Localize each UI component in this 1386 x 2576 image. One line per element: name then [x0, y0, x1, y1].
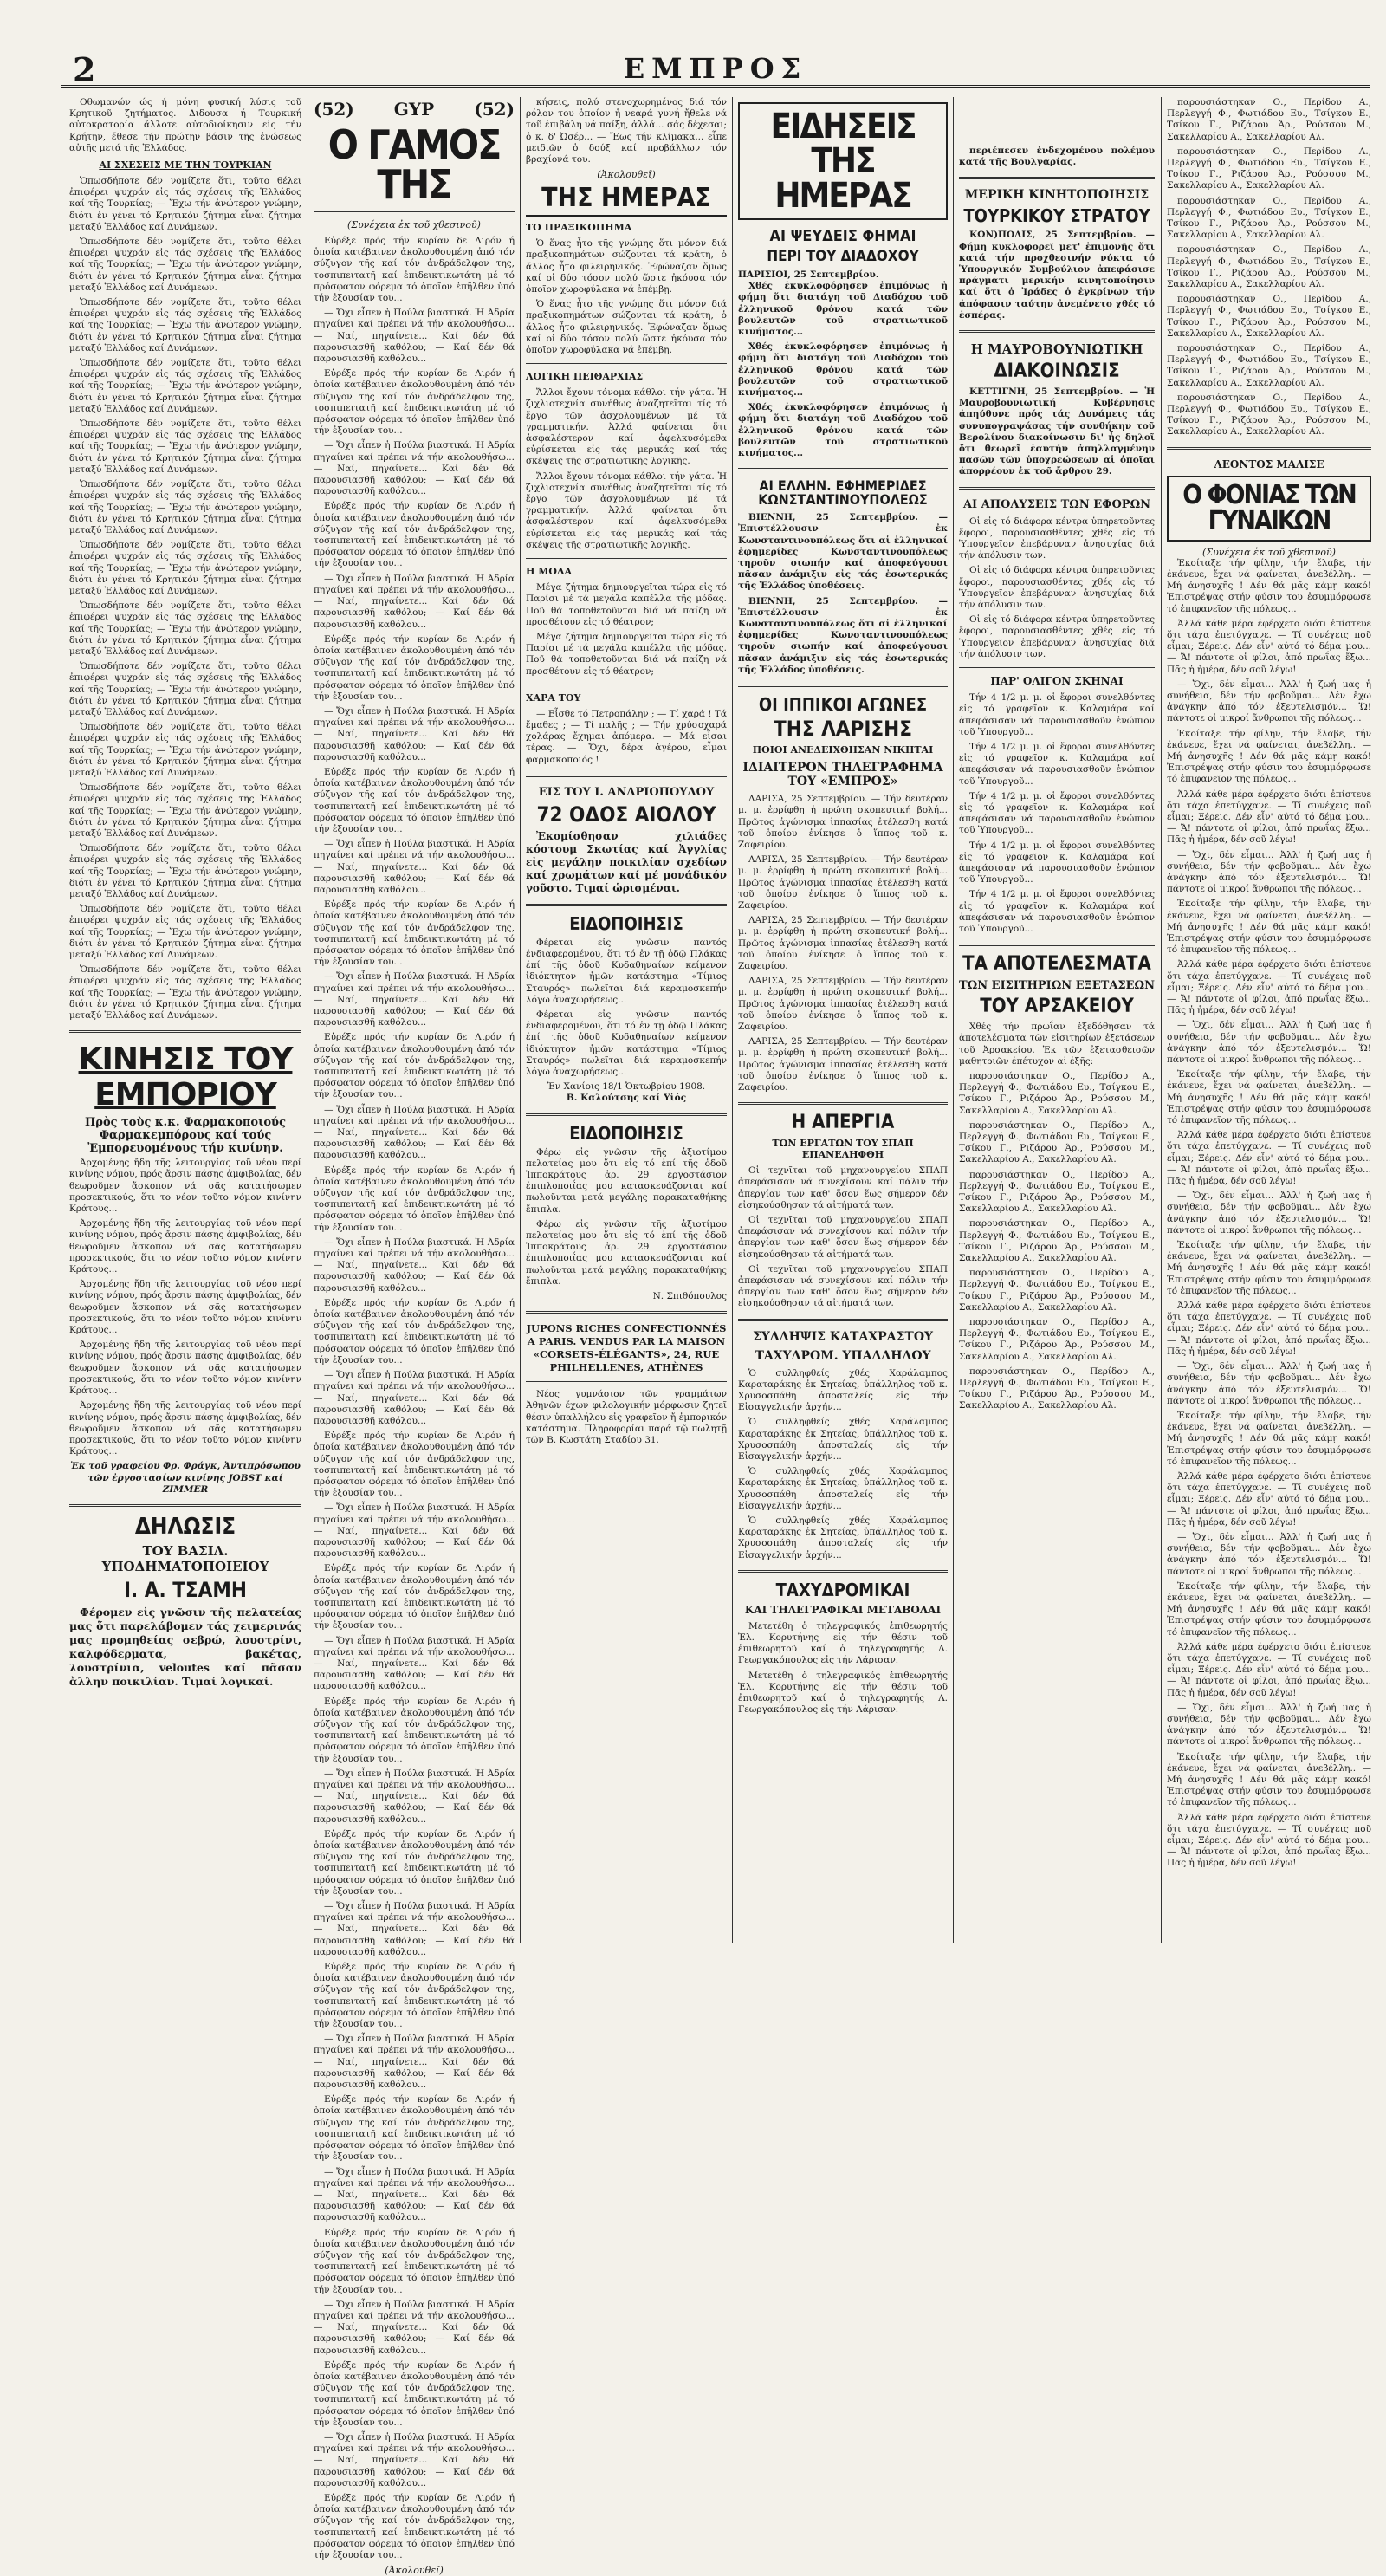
paragraph: Ἀλλά κάθε μέρα ἐφέρχετο διότι ἐπίστευε ὅτι τάχα ἐπετύγχανε. — Τί συνέχεις ποῦ εἶμαι; Ξέρεις. Δέν εἶν' αὐτό τό δέμα μου... — Ἄ! πάντοτε οἱ φίλοι, ἀπό πρωΐας ἔξω... Πᾶς ἡ ἡμέρα, δέν σοῦ λέγω!	[1167, 618, 1371, 675]
serial-end: (Ἀκολουθεῖ)	[597, 169, 656, 181]
dateline: ΠΑΡΙΣΙΟΙ, 25 Σεπτεμβρίου.	[738, 269, 879, 280]
column-6	[1167, 97, 1371, 1943]
paragraph: παρουσιάστηκαν Ο., Περίδου Α., Περλεγγή Φ., Φωτιάδου Ευ., Τσίγκου Ε., Τσίκου Γ., Ριζάρου Άρ., Ρούσσου Μ., Σακελλαρίου Α., Σακελλαρίου Αλ.	[959, 1169, 1155, 1215]
paragraph: — Ὄχι εἶπεν ἡ Πούλα βιαστικά. Ἡ Ἀδρία πηγαίνει καί πρέπει νά τήν ἀκολουθήσω... — Ναί, πηγαίνετε... Καί δέν θά παρουσιασθῆ καθόλου; — Καί δέν θά παρουσιασθῆ καθόλου...	[314, 1370, 515, 1426]
section-heading: Η ΑΠΕΡΓΙΑ	[791, 1112, 895, 1134]
section-subheading: ΤΑΧΥΔΡΟΜ. ΥΠΑΛΛΗΛΟΥ	[755, 1348, 931, 1363]
paragraph: Ὁπωσδήποτε δέν νομίζετε ὅτι, τοῦτο θέλει ἐπιφέρει ψυχράν εἰς τάς σχέσεις τῆς Ἑλλάδος καί τῆς Τουρκίας; — Ἔχω τήν ἀνώτερον γνώμην, διότι ἐν γένει τό Κρητικόν ζήτημα εἶναι ζήτημα μεταξύ Ἑλλάδος καί Δυνάμεων.	[69, 479, 301, 535]
divider	[526, 363, 727, 364]
serial-title: Ο ΦΟΝΙΑΣ ΤΩΝ ΓΥΝΑΙΚΩΝ	[1167, 476, 1371, 542]
article-text	[738, 512, 948, 676]
paragraph: Ἀρχομένης ἤδη τῆς λειτουργίας τοῦ νέου περί κινίνης νόμου, πρός ἄρσιν πάσης ἀμφιβολίας, δέν θεωροῦμεν ἄσκοπον νά σᾶς κατατήσωμεν προσεκτικούς, ὅτι το νέον τοῦτο νόμον κινίνην Κράτους...	[69, 1279, 301, 1336]
section-subheading: ΠΕΡΙ ΤΟΥ ΔΙΑΔΟΧΟΥ	[767, 248, 919, 265]
section-heading: ΣΥΛΛΗΨΙΣ ΚΑΤΑΧΡΑΣΤΟΥ	[752, 1329, 934, 1344]
paragraph: Ὁ συλληφθείς χθές Χαράλαμπος Καραταράκης ἐκ Σητείας, ὑπάλληλος τοῦ κ. Χρυσοσπάθη ἀποσταλείς εἰς τήν Εἰσαγγελικήν ἀρχήν...	[738, 1515, 948, 1561]
section-subheading: ΚΑΙ ΤΗΛΕΓΡΑΦΙΚΑΙ ΜΕΤΑΒΟΛΑΙ	[744, 1603, 942, 1616]
section-heading: ΑΙ ΨΕΥΔΕΙΣ ΦΗΜΑΙ	[769, 227, 916, 245]
paragraph: Ἐκοίταξε τήν φίλην, τήν ἔλαβε, τήν ἐκάνευε, ἔχει νά φαίνεται, ἀνεβέλλη.. — Μή ἀνησυχῆς ! Δέν θά μᾶς κάμῃ κακό! Ἐπιστρέψας στήν φύσιν του ἐσυμμόρφωσε τό ἐπιφανεῖον τῆς πόλεως...	[1167, 1580, 1371, 1638]
paragraph: — Ὄχι εἶπεν ἡ Πούλα βιαστικά. Ἡ Ἀδρία πηγαίνει καί πρέπει νά τήν ἀκολουθήσω... — Ναί, πηγαίνετε... Καί δέν θά παρουσιασθῆ καθόλου; — Καί δέν θά παρουσιασθῆ καθόλου...	[314, 440, 515, 497]
serial-continuation: (Συνέχεια ἐκ τοῦ χθεσινοῦ)	[347, 219, 481, 230]
paragraph: Ἐκοίταξε τήν φίλην, τήν ἔλαβε, τήν ἐκάνευε, ἔχει νά φαίνεται, ἀνεβέλλη.. — Μή ἀνησυχῆς ! Δέν θά μᾶς κάμῃ κακό! Ἐπιστρέψας στήν φύσιν του ἐσυμμόρφωσε τό ἐπιφανεῖον τῆς πόλεως...	[1167, 1410, 1371, 1467]
classified-text	[526, 1389, 727, 1446]
paragraph: — Ὄχι εἶπεν ἡ Πούλα βιαστικά. Ἡ Ἀδρία πηγαίνει καί πρέπει νά τήν ἀκολουθήσω... — Ναί, πηγαίνετε... Καί δέν θά παρουσιασθῆ καθόλου; — Καί δέν θά παρουσιασθῆ καθόλου...	[314, 705, 515, 762]
column-4	[738, 97, 948, 1943]
paragraph: Ἐκοίταξε τήν φίλην, τήν ἔλαβε, τήν ἐκάνευε, ἔχει νά φαίνεται, ἀνεβέλλη.. — Μή ἀνησυχῆς ! Δέν θά μᾶς κάμῃ κακό! Ἐπιστρέψας στήν φύσιν του ἐσυμμόρφωσε τό ἐπιφανεῖον τῆς πόλεως...	[1167, 1240, 1371, 1296]
paragraph: — Ὄχι, δέν εἶμαι... Ἀλλ' ἡ ζωή μας ἡ συνήθεια, δέν τήν φοβοῦμαι... Δέν ἔχω ἀνάγκην ἀπό τόν ἐξευτελισμόν... Ὥ! πάντοτε οἱ μικροί ἄνθρωποι τῆς πόλεως...	[1167, 849, 1371, 895]
article-text	[959, 146, 1155, 168]
paragraph: παρουσιάστηκαν Ο., Περίδου Α., Περλεγγή Φ., Φωτιάδου Ευ., Τσίγκου Ε., Τσίκου Γ., Ριζάρου Άρ., Ρούσσου Μ., Σακελλαρίου Α., Σακελλαρίου Αλ.	[959, 1218, 1155, 1264]
paragraph: Ὁπωσδήποτε δέν νομίζετε ὅτι, τοῦτο θέλει ἐπιφέρει ψυχράν εἰς τάς σχέσεις τῆς Ἑλλάδος καί τῆς Τουρκίας; — Ἔχω τήν ἀνώτερον γνώμην, διότι ἐν γένει τό Κρητικόν ζήτημα εἶναι ζήτημα μεταξύ Ἑλλάδος καί Δυνάμεων.	[69, 419, 301, 475]
paragraph: Ὁπωσδήποτε δέν νομίζετε ὅτι, τοῦτο θέλει ἐπιφέρει ψυχράν εἰς τάς σχέσεις τῆς Ἑλλάδος καί τῆς Τουρκίας; — Ἔχω τήν ἀνώτερον γνώμην, διότι ἐν γένει τό Κρητικόν ζήτημα εἶναι ζήτημα μεταξύ Ἑλλάδος καί Δυνάμεων.	[69, 964, 301, 1022]
paragraph: — Ὄχι εἶπεν ἡ Πούλα βιαστικά. Ἡ Ἀδρία πηγαίνει καί πρέπει νά τήν ἀκολουθήσω... — Ναί, πηγαίνετε... Καί δέν θά παρουσιασθῆ καθόλου; — Καί δέν θά παρουσιασθῆ καθόλου...	[314, 839, 515, 895]
section-subheading: ΤΟΥ ΑΡΣΑΚΕΙΟΥ	[980, 996, 1134, 1018]
paragraph: Εὑρέξε πρός τήν κυρίαν δε Λιρόν ή ὁποία κατέβαινεν ἀκολουθουμένη ἀπό τόν σύζυγον τῆς καί τόν ἀνδράδελφον της, τοσπιπειτατῆ καί ἐπιδεικτικωτάτη μέ τό πρόσφατον φόρεμα τό ὁποῖον ἐπῆλθεν ὑπό τήν ἐξουσίαν του...	[314, 899, 515, 968]
serial-text	[1167, 558, 1371, 1870]
article-text	[959, 230, 1155, 321]
divider	[959, 667, 1155, 668]
section-subheading: ΔΙΑΚΟΙΝΩΣΙΣ	[994, 360, 1120, 383]
notice-signature: Ν. Σπιθόπουλος	[652, 1291, 727, 1302]
serial-continuation: (Συνέχεια ἐκ τοῦ χθεσινοῦ)	[1202, 546, 1336, 558]
paragraph: παρουσιάστηκαν Ο., Περίδου Α., Περλεγγή Φ., Φωτιάδου Ευ., Τσίγκου Ε., Τσίκου Γ., Ριζάρου Άρ., Ρούσσου Μ., Σακελλαρίου Α., Σακελλαρίου Αλ.	[1167, 195, 1371, 241]
paragraph: Φέρω εἰς γνῶσιν τῆς ἀξιοτίμου πελατείας μου ὅτι εἰς τό ἐπί τῆς ὁδοῦ Ἱπποκράτους ἀρ. 29 ἐργοστάσιον ἐπιπλοποιΐας μου κατασκευάζονται καί πωλοῦνται μετά μεγάλης παρακαταθήκης ἔπιπλα.	[526, 1146, 727, 1215]
section-heading: ΤΑ ΑΠΟΤΕΛΕΣΜΑΤΑ	[962, 953, 1151, 976]
item-heading: Η ΜΟΔΑ	[526, 566, 573, 578]
paragraph: Οἱ εἰς τό διάφορα κέντρα ὑπηρετοῦντες ἔφοροι, παρουσιασθέντες χθές εἰς τό Ὑπουργεῖον ἐπεβάρυναν ἀνησυχίας διά τήν ἀπόλυσιν των.	[959, 614, 1155, 659]
paragraph: — Ὄχι, δέν εἶμαι... Ἀλλ' ἡ ζωή μας ἡ συνήθεια, δέν τήν φοβοῦμαι... Δέν ἔχω ἀνάγκην ἀπό τόν ἐξευτελισμόν... Ὥ! πάντοτε οἱ μικροί ἄνθρωποι τῆς πόλεως...	[1167, 1361, 1371, 1406]
paragraph: κήσεις, πολύ στενοχωρημένος διά τόν ρόλον του ὁποίον ἡ νεαρά γυνή ἤθελε νά τοῦ ἐπιβάλη νά παίξη, ἀλλά... σάς δέχεσαι; ὁ κ. δ' Ὠσέρ... — Ἕως τήν κλίμακα... εἶπε μειδιῶν ὁ δούξ καί προβάλλων τόν βραχίονά του.	[526, 97, 727, 165]
article-text	[1167, 97, 1371, 438]
paragraph: Ἀρχομένης ἤδη τῆς λειτουργίας τοῦ νέου περί κινίνης νόμου, πρός ἄρσιν πάσης ἀμφιβολίας, δέν θεωροῦμεν ἄσκοπον νά σᾶς κατατήσωμεν προσεκτικούς, ὅτι το νέον τοῦτο νόμον κινίνην Κράτους...	[69, 1400, 301, 1457]
ad-signature: Ἐκ τοῦ γραφείου Φρ. Φράγκ, Ἀντιπρόσωπου τῶν ἐργοστασίων κινίνης JOBST καί ZIMMER	[70, 1461, 301, 1495]
section-subheading: ΤΟΥΡΚΙΚΟΥ ΣΤΡΑΤΟΥ	[963, 205, 1150, 227]
paragraph: Μετετέθη ὁ τηλεγραφικός ἐπιθεωρητής Ἐλ. Κορυτήνης εἰς τήν θέσιν τοῦ ἐπιθεωρητοῦ καί ὁ τηλεγραφητής Λ. Γεωργακόπουλος εἰς τήν Λάρισαν.	[738, 1620, 948, 1666]
serial-number: (52)	[314, 99, 354, 120]
paragraph: Ὁπωσδήποτε δέν νομίζετε ὅτι, τοῦτο θέλει ἐπιφέρει ψυχράν εἰς τάς σχέσεις τῆς Ἑλλάδος καί τῆς Τουρκίας; — Ἔχω τήν ἀνώτερον γνώμην, διότι ἐν γένει τό Κρητικόν ζήτημα εἶναι ζήτημα μεταξύ Ἑλλάδος καί Δυνάμεων.	[69, 358, 301, 414]
paragraph: Τήν 4 1/2 μ. μ. οἱ ἔφοροι συνελθόντες εἰς τό γραφεῖον κ. Καλαμάρα καί ἀπεφάσισαν νά παρουσιασθοῦν ἐνώπιον τοῦ Ὑπουργοῦ...	[959, 692, 1155, 737]
paragraph: Οἱ εἰς τό διάφορα κέντρα ὑπηρετοῦντες ἔφοροι, παρουσιασθέντες χθές εἰς τό Ὑπουργεῖον ἐπεβάρυναν ἀνησυχίας διά τήν ἀπόλυσιν των.	[959, 516, 1155, 561]
divider	[69, 1030, 301, 1033]
paragraph: Εὑρέξε πρός τήν κυρίαν δε Λιρόν ή ὁποία κατέβαινεν ἀκολουθουμένη ἀπό τόν σύζυγον τῆς καί τόν ἀνδράδελφον της, τοσπιπειτατῆ καί ἐπιδεικτικωτάτη μέ τό πρόσφατον φόρεμα τό ὁποῖον ἐπῆλθεν ὑπό τήν ἐξουσίαν του...	[314, 2094, 515, 2163]
section-subheading: ΤΩΝ ΕΙΣΙΤΗΡΙΩΝ ΕΞΕΤΑΣΕΩΝ	[959, 979, 1155, 993]
section-subheading: ΤΗΣ ΛΑΡΙΣΗΣ	[774, 717, 912, 742]
paragraph: ΚΕΤΤΙΓΝΗ, 25 Σεπτεμβρίου. — Ἡ Μαυροβουνιωτική Κυβέρνησις ἀπηύθυνε πρός τάς Δυνάμεις τάς συνυπογραψάσας τήν συνθήκην τοῦ Βερολίνου διακοίνωσιν δι' ἧς δηλοῖ ὅτι θεωρεῖ ἑαυτήν ἀπηλλαγμένην πασῶν τῶν ὑποχρεώσεων αἱ ὁποῖαι ἀπορρέουν ἐκ τοῦ ἄρθρου 29.	[959, 386, 1155, 477]
paragraph: — Ὄχι εἶπεν ἡ Πούλα βιαστικά. Ἡ Ἀδρία πηγαίνει καί πρέπει νά τήν ἀκολουθήσω... — Ναί, πηγαίνετε... Καί δέν θά παρουσιασθῆ καθόλου; — Καί δέν θά παρουσιασθῆ καθόλου...	[314, 308, 515, 365]
paragraph: Εὑρέξε πρός τήν κυρίαν δε Λιρόν ή ὁποία κατέβαινεν ἀκολουθουμένη ἀπό τόν σύζυγον τῆς καί τόν ἀνδράδελφον της, τοσπιπειτατῆ καί ἐπιδεικτικωτάτη μέ τό πρόσφατον φόρεμα τό ὁποῖον ἐπῆλθεν ὑπό τήν ἐξουσίαν του...	[314, 1962, 515, 2030]
paragraph: — Ὄχι εἶπεν ἡ Πούλα βιαστικά. Ἡ Ἀδρία πηγαίνει καί πρέπει νά τήν ἀκολουθήσω... — Ναί, πηγαίνετε... Καί δέν θά παρουσιασθῆ καθόλου; — Καί δέν θά παρουσιασθῆ καθόλου...	[314, 971, 515, 1028]
paragraph: Ὁ συλληφθείς χθές Χαράλαμπος Καραταράκης ἐκ Σητείας, ὑπάλληλος τοῦ κ. Χρυσοσπάθη ἀποσταλείς εἰς τήν Εἰσαγγελικήν ἀρχήν...	[738, 1367, 948, 1413]
article-text	[959, 692, 1155, 935]
paragraph: — Εἶσθε τό Πετροπάλην ; — Τί χαρά ! Τά ἔμαθες ; — Τί παλῆς ; — Τήν χρύσοχαρά χολάρας ἔχημαι ἀπόμερα. — Μά εἶσαι τέρας. — Ὄχι, δέρα ἀγέρου, εἶμαι φαρμακοποιός !	[526, 708, 727, 765]
ad-heading: ΕΙΣ ΤΟΥ Ι. ΑΝΔΡΙΟΠΟΥΛΟΥ	[538, 785, 715, 799]
column-5	[959, 97, 1155, 1943]
paragraph: — Ὄχι, δέν εἶμαι... Ἀλλ' ἡ ζωή μας ἡ συνήθεια, δέν τήν φοβοῦμαι... Δέν ἔχω ἀνάγκην ἀπό τόν ἐξευτελισμόν... Ὥ! πάντοτε οἱ μικροί ἄνθρωποι τῆς πόλεως...	[1167, 1020, 1371, 1066]
column-3	[526, 97, 727, 1943]
paragraph: — Ὄχι, δέν εἶμαι... Ἀλλ' ἡ ζωή μας ἡ συνήθεια, δέν τήν φοβοῦμαι... Δέν ἔχω ἀνάγκην ἀπό τόν ἐξευτελισμόν... Ὥ! πάντοτε οἱ μικροί ἄνθρωποι τῆς πόλεως...	[1167, 678, 1371, 724]
paragraph: παρουσιάστηκαν Ο., Περίδου Α., Περλεγγή Φ., Φωτιάδου Ευ., Τσίγκου Ε., Τσίκου Γ., Ριζάρου Άρ., Ρούσσου Μ., Σακελλαρίου Α., Σακελλαρίου Αλ.	[1167, 343, 1371, 388]
paragraph: — Ὄχι εἶπεν ἡ Πούλα βιαστικά. Ἡ Ἀδρία πηγαίνει καί πρέπει νά τήν ἀκολουθήσω... — Ναί, πηγαίνετε... Καί δέν θά παρουσιασθῆ καθόλου; — Καί δέν θά παρουσιασθῆ καθόλου...	[314, 1901, 515, 1957]
paragraph: Ὁπωσδήποτε δέν νομίζετε ὅτι, τοῦτο θέλει ἐπιφέρει ψυχράν εἰς τάς σχέσεις τῆς Ἑλλάδος καί τῆς Τουρκίας; — Ἔχω τήν ἀνώτερον γνώμην, διότι ἐν γένει τό Κρητικόν ζήτημα εἶναι ζήτημα μεταξύ Ἑλλάδος καί Δυνάμεων.	[69, 843, 301, 899]
section-heading: ΤΑΧΥΔΡΟΜΙΚΑΙ	[775, 1579, 910, 1600]
newspaper-title: ΕΜΠΡΟΣ	[623, 52, 808, 85]
paragraph: Ὁπωσδήποτε δέν νομίζετε ὅτι, τοῦτο θέλει ἐπιφέρει ψυχράν εἰς τάς σχέσεις τῆς Ἑλλάδος καί τῆς Τουρκίας; — Ἔχω τήν ἀνώτερον γνώμην, διότι ἐν γένει τό Κρητικόν ζήτημα εἶναι ζήτημα μεταξύ Ἑλλάδος καί Δυνάμεων.	[69, 237, 301, 293]
divider	[526, 904, 727, 906]
paragraph: Οἱ τεχνῖται τοῦ μηχανουργείου ΣΠΑΠ ἀπεφάσισαν νά συνεχίσουν καί πάλιν τήν ἀπεργίαν των καθ' ὅσον ἕως σήμερον δέν εἰσηκούσθησαν τά αἰτήματά των.	[738, 1214, 948, 1260]
paragraph: παρουσιάστηκαν Ο., Περίδου Α., Περλεγγή Φ., Φωτιάδου Ευ., Τσίγκου Ε., Τσίκου Γ., Ριζάρου Άρ., Ρούσσου Μ., Σακελλαρίου Α., Σακελλαρίου Αλ.	[959, 1268, 1155, 1313]
paragraph: Χθές τήν πρωΐαν ἐξεδόθησαν τά ἀποτελέσματα τῶν εἰσιτηρίων ἐξετάσεων τοῦ Ἀρσακείου. Ἐκ τῶν ἐξετασθεισῶν μαθητριῶν ἐπέτυχον αἱ ἑξῆς:	[959, 1022, 1155, 1067]
paragraph: Ἐκοίταξε τήν φίλην, τήν ἔλαβε, τήν ἐκάνευε, ἔχει νά φαίνεται, ἀνεβέλλη.. — Μή ἀνησυχῆς ! Δέν θά μᾶς κάμῃ κακό! Ἐπιστρέψας στήν φύσιν του ἐσυμμόρφωσε τό ἐπιφανεῖον τῆς πόλεως...	[1167, 1069, 1371, 1126]
paragraph: Εὑρέξε πρός τήν κυρίαν δε Λιρόν ή ὁποία κατέβαινεν ἀκολουθουμένη ἀπό τόν σύζυγον τῆς καί τόν ἀνδράδελφον της, τοσπιπειτατῆ καί ἐπιδεικτικωτάτη μέ τό πρόσφατον φόρεμα τό ὁποῖον ἐπῆλθεν ὑπό τήν ἐξουσίαν του...	[314, 1431, 515, 1499]
notice-heading: ΕΙΔΟΠΟΙΗΣΙΣ	[569, 912, 683, 934]
paragraph: Ἄλλοι ἔχουν τόνομα κάθλοι τήν γάτα. Ἡ ζιχλιοτεχνία συνήθως ἀναζητεῖται τίς τό ἔργο τῶν ἀσχολουμένων μέ τά γραμματικήν. Ἀλλά φαίνεται ὅτι ἀσφαλέστερον καί ἀφελκυσόμεθα εὑρίσκεται εἰς τάς μερικάς καί τάς σκέψεις τῆς στρατιωτικῆς λογικῆς.	[526, 470, 727, 550]
ad-text	[526, 830, 727, 895]
notice-heading: ΔΗΛΩΣΙΣ	[134, 1513, 236, 1540]
divider	[526, 1381, 727, 1382]
column-1	[69, 97, 301, 1943]
serial-header	[314, 99, 515, 120]
section-subheading: ΙΔΙΑΙΤΕΡΟΝ ΤΗΛΕΓΡΑΦΗΜΑ ΤΟΥ «ΕΜΠΡΟΣ»	[742, 761, 943, 789]
paragraph: Φέρεται εἰς γνῶσιν παντός ἐνδιαφερομένου, ὅτι τό ἐν τῇ ὁδῷ Πλάκας ἐπί τῆς ὁδοῦ Κυδαθηναίων κείμενον ἰδιόκτητον ἡμῶν κατάστημα «Τίμιος Σταυρός» πωλεῖται διά κεραμοσκεπήν λόγω ἀναχωρήσεως...	[526, 1009, 727, 1077]
item-heading: ΧΑΡΑ ΤΟΥ	[526, 691, 581, 704]
paragraph: Ἀρχομένης ἤδη τῆς λειτουργίας τοῦ νέου περί κινίνης νόμου, πρός ἄρσιν πάσης ἀμφιβολίας, δέν θεωροῦμεν ἄσκοπον νά σᾶς κατατήσωμεν προσεκτικούς, ὅτι το νέον τοῦτο νόμον κινίνην Κράτους...	[69, 1218, 301, 1275]
paragraph: — Ὄχι εἶπεν ἡ Πούλα βιαστικά. Ἡ Ἀδρία πηγαίνει καί πρέπει νά τήν ἀκολουθήσω... — Ναί, πηγαίνετε... Καί δέν θά παρουσιασθῆ καθόλου; — Καί δέν θά παρουσιασθῆ καθόλου...	[314, 2431, 515, 2488]
divider	[738, 1570, 948, 1573]
article-text	[738, 794, 948, 1093]
paragraph: παρουσιάστηκαν Ο., Περίδου Α., Περλεγγή Φ., Φωτιάδου Ευ., Τσίγκου Ε., Τσίκου Γ., Ριζάρου Άρ., Ρούσσου Μ., Σακελλαρίου Α., Σακελλαρίου Αλ.	[1167, 97, 1371, 142]
paragraph: Εὑρέξε πρός τήν κυρίαν δε Λιρόν ή ὁποία κατέβαινεν ἀκολουθουμένη ἀπό τόν σύζυγον τῆς καί τόν ἀνδράδελφον της, τοσπιπειτατῆ καί ἐπιδεικτικωτάτη μέ τό πρόσφατον φόρεμα τό ὁποῖον ἐπῆλθεν ὑπό τήν ἐξουσίαν του...	[314, 1165, 515, 1233]
paragraph: Χθές ἐκυκλοφόρησεν ἐπιμόνως ἡ φήμη ὅτι διατάγη τοῦ Διαδόχου τοῦ ἑλληνικοῦ θρόνου κατά τῶν βουλευτῶν τοῦ στρατιωτικοῦ κινήματος...	[738, 341, 948, 399]
article-text	[959, 386, 1155, 478]
paragraph: Εὑρέξε πρός τήν κυρίαν δε Λιρόν ή ὁποία κατέβαινεν ἀκολουθουμένη ἀπό τόν σύζυγον τῆς καί τόν ἀνδράδελφον της, τοσπιπειτατῆ καί ἐπιδεικτικωτάτη μέ τό πρόσφατον φόρεμα τό ὁποῖον ἐπῆλθεν ὑπό τήν ἐξουσίαν του...	[314, 1828, 515, 1897]
article-text	[959, 516, 1155, 660]
article-text	[959, 1022, 1155, 1412]
page-number: 2	[73, 50, 96, 89]
paragraph: Ὁ ἕνας ἦτο τῆς γνώμης ὅτι μόνον διά πραξικοπημάτων σώζονται τά κράτη, ὁ ἄλλος ἦτο φιλειρηνικός. Ἐφώναζαν ὅμως καί οἱ δύο τόσον πολύ ὥστε ἠκόυσα τόν ὁποῖον χωροφύλακα νά ἐπέμβῃ.	[526, 299, 727, 356]
paragraph: — Ὄχι εἶπεν ἡ Πούλα βιαστικά. Ἡ Ἀδρία πηγαίνει καί πρέπει νά τήν ἀκολουθήσω... — Ναί, πηγαίνετε... Καί δέν θά παρουσιασθῆ καθόλου; — Καί δέν θά παρουσιασθῆ καθόλου...	[314, 1236, 515, 1294]
paragraph: ΛΑΡΙΣΑ, 25 Σεπτεμβρίου. — Τήν δευτέραν μ. μ. ἐρρίφθη ἡ πρώτη σκοπευτική βολή... Πρῶτος ἀγώνισμα ἱππασίας ἐτέλεσθη κατά τοῦ ὁποίου ἐνίκησε ὁ ἵππος τοῦ κ. Ζαφειρίου.	[738, 915, 948, 971]
ad-subheading: Πρὸς τοὺς κ.κ. Φαρμακοποιούς Φαρμακεμπόρους καί τούς Ἐμπορευομένους τήν κινίνην.	[85, 1116, 286, 1156]
paragraph: Ὁ συλληφθείς χθές Χαράλαμπος Καραταράκης ἐκ Σητείας, ὑπάλληλος τοῦ κ. Χρυσοσπάθη ἀποσταλείς εἰς τήν Εἰσαγγελικήν ἀρχήν...	[738, 1417, 948, 1463]
article-text	[738, 281, 948, 459]
item-text	[526, 238, 727, 356]
notice-text	[526, 938, 727, 1078]
divider	[738, 1319, 948, 1321]
serial-title: Ο ΓΑΜΟΣ ΤΗΣ	[327, 121, 501, 208]
paragraph: Εὑρέξε πρός τήν κυρίαν δε Λιρόν ή ὁποία κατέβαινεν ἀκολουθουμένη ἀπό τόν σύζυγον τῆς καί τόν ἀνδράδελφον της, τοσπιπειτατῆ καί ἐπιδεικτικωτάτη μέ τό πρόσφατον φόρεμα τό ὁποῖον ἐπῆλθεν ὑπό τήν ἐξουσίαν του...	[314, 368, 515, 437]
article-text	[738, 1621, 948, 1716]
column-divider	[732, 97, 733, 1943]
paragraph: — Ὄχι εἶπεν ἡ Πούλα βιαστικά. Ἡ Ἀδρία πηγαίνει καί πρέπει νά τήν ἀκολουθήσω... — Ναί, πηγαίνετε... Καί δέν θά παρουσιασθῆ καθόλου; — Καί δέν θά παρουσιασθῆ καθόλου...	[314, 2299, 515, 2356]
notice-text	[526, 1147, 727, 1288]
paragraph: παρουσιάστηκαν Ο., Περίδου Α., Περλεγγή Φ., Φωτιάδου Ευ., Τσίγκου Ε., Τσίκου Γ., Ριζάρου Άρ., Ρούσσου Μ., Σακελλαρίου Α., Σακελλαρίου Αλ.	[1167, 244, 1371, 290]
article-text	[738, 1165, 948, 1309]
paragraph: παρουσιάστηκαν Ο., Περίδου Α., Περλεγγή Φ., Φωτιάδου Ευ., Τσίγκου Ε., Τσίκου Γ., Ριζάρου Άρ., Ρούσσου Μ., Σακελλαρίου Α., Σακελλαρίου Αλ.	[959, 1119, 1155, 1165]
section-heading: Η ΜΑΥΡΟΒΟΥΝΙΩΤΙΚΗ	[970, 341, 1143, 358]
section-heading: ΠΑΡ' ΟΛΙΓΟΝ ΣΚΗΝΑΙ	[990, 675, 1124, 688]
paragraph: — Ὄχι, δέν εἶμαι... Ἀλλ' ἡ ζωή μας ἡ συνήθεια, δέν τήν φοβοῦμαι... Δέν ἔχω ἀνάγκην ἀπό τόν ἐξευτελισμόν... Ὥ! πάντοτε οἱ μικροί ἄνθρωποι τῆς πόλεως...	[1167, 1191, 1371, 1236]
divider	[526, 558, 727, 559]
paragraph: παρουσιάστηκαν Ο., Περίδου Α., Περλεγγή Φ., Φωτιάδου Ευ., Τσίγκου Ε., Τσίκου Γ., Ριζάρου Άρ., Ρούσσου Μ., Σακελλαρίου Α., Σακελλαρίου Αλ.	[1167, 294, 1371, 339]
ad-heading: ΚΙΝΗΣΙΣ ΤΟΥ ΕΜΠΟΡΙΟΥ	[78, 1041, 293, 1113]
divider	[738, 468, 948, 470]
column-2	[314, 97, 515, 2576]
paragraph: Εὑρέξε πρός τήν κυρίαν δε Λιρόν ή ὁποία κατέβαινεν ἀκολουθουμένη ἀπό τόν σύζυγον τῆς καί τόν ἀνδράδελφον της, τοσπιπειτατῆ καί ἐπιδεικτικωτάτη μέ τό πρόσφατον φόρεμα τό ὁποῖον ἐπῆλθεν ὑπό τήν ἐξουσίαν του...	[314, 236, 515, 304]
section-heading: ΜΕΡΙΚΗ ΚΙΝΗΤΟΠΟΙΗΣΙΣ	[964, 188, 1150, 203]
paragraph: Νέος γυμνάσιον τῶν γραμμάτων Ἀθηνῶν ἔχων φιλολογικήν μόρφωσιν ζητεῖ θέσιν ὑπαλλήλου εἰς γραφεῖον ἤ ἐμπορικόν κατάστημα. Πληροφορίαι παρά τῷ πωλητῇ τῶν Β. Κωστάτη Σταδίου 31.	[526, 1389, 727, 1446]
paragraph: Ἀρχομένης ἤδη τῆς λειτουργίας τοῦ νέου περί κινίνης νόμου, πρός ἄρσιν πάσης ἀμφιβολίας, δέν θεωροῦμεν ἄσκοπον νά σᾶς κατατήσωμεν προσεκτικούς, ὅτι το νέον τοῦτο νόμον κινίνην Κράτους...	[69, 1340, 301, 1397]
paragraph: — Ὄχι εἶπεν ἡ Πούλα βιαστικά. Ἡ Ἀδρία πηγαίνει καί πρέπει νά τήν ἀκολουθήσω... — Ναί, πηγαίνετε... Καί δέν θά παρουσιασθῆ καθόλου; — Καί δέν θά παρουσιασθῆ καθόλου...	[314, 1502, 515, 1560]
masthead	[61, 50, 1370, 88]
ad-text	[69, 1158, 301, 1457]
divider	[526, 1113, 727, 1116]
paragraph: Ἐκοίταξε τήν φίλην, τήν ἔλαβε, τήν ἐκάνευε, ἔχει νά φαίνεται, ἀνεβέλλη.. — Μή ἀνησυχῆς ! Δέν θά μᾶς κάμῃ κακό! Ἐπιστρέψας στήν φύσιν του ἐσυμμόρφωσε τό ἐπιφανεῖον τῆς πόλεως...	[1167, 728, 1371, 785]
paragraph: Ἀρχομένης ἤδη τῆς λειτουργίας τοῦ νέου περί κινίνης νόμου, πρός ἄρσιν πάσης ἀμφιβολίας, δέν θεωροῦμεν ἄσκοπον νά σᾶς κατατήσωμεν προσεκτικούς, ὅτι το νέον τοῦτο νόμον κινίνην Κράτους...	[69, 1158, 301, 1215]
divider	[314, 211, 515, 212]
article-text	[69, 97, 301, 154]
item-text	[526, 582, 727, 678]
divider	[959, 177, 1155, 179]
paragraph: Οἱ τεχνῖται τοῦ μηχανουργείου ΣΠΑΠ ἀπεφάσισαν νά συνεχίσουν καί πάλιν τήν ἀπεργίαν των καθ' ὅσον ἕως σήμερον δέν εἰσηκούσθησαν τά αἰτήματά των.	[738, 1263, 948, 1309]
column-divider	[1161, 97, 1162, 1943]
paragraph: Ἀλλά κάθε μέρα ἐφέρχετο διότι ἐπίστευε ὅτι τάχα ἐπετύγχανε. — Τί συνέχεις ποῦ εἶμαι; Ξέρεις. Δέν εἶν' αὐτό τό δέμα μου... — Ἄ! πάντοτε οἱ φίλοι, ἀπό πρωΐας ἔξω... Πᾶς ἡ ἡμέρα, δέν σοῦ λέγω!	[1167, 788, 1371, 846]
paragraph: ΒΙΕΝΝΗ, 25 Σεπτεμβρίου. — Ἐπιστέλλουσιν ἐκ Κωνσταντινουπόλεως ὅτι αἱ ἐλληνικαί ἐφημερίδες Κωνσταντινουπόλεως τηροῦν σιωπήν καί ἀποφεύγουσι πᾶσαν ἀνάμιξιν εἰς τάς ἐσωτερικάς τῆς Ἑλλάδος ὑποθέσεις.	[738, 512, 948, 592]
paragraph: Ὁπωσδήποτε δέν νομίζετε ὅτι, τοῦτο θέλει ἐπιφέρει ψυχράν εἰς τάς σχέσεις τῆς Ἑλλάδος καί τῆς Τουρκίας; — Ἔχω τήν ἀνώτερον γνώμην, διότι ἐν γένει τό Κρητικόν ζήτημα εἶναι ζήτημα μεταξύ Ἑλλάδος καί Δυνάμεων.	[69, 661, 301, 717]
notice-name: Ι. Α. ΤΣΑΜΗ	[124, 1577, 247, 1602]
serial-tail	[526, 97, 727, 165]
item-heading: ΛΟΓΙΚΗ ΠΕΙΘΑΡΧΙΑΣ	[526, 371, 644, 383]
section-subheading: ΠΟΙΟΙ ΑΝΕΔΕΙΧΘΗΣΑΝ ΝΙΚΗΤΑΙ	[752, 744, 934, 756]
article-text	[738, 1368, 948, 1561]
section-subheading: ΤΩΝ ΕΡΓΑΤΩΝ ΤΟΥ ΣΠΑΠ ΕΠΑΝΕΛΗΦΘΗ	[772, 1138, 914, 1161]
column-divider	[953, 97, 954, 1943]
paragraph: Ὁπωσδήποτε δέν νομίζετε ὅτι, τοῦτο θέλει ἐπιφέρει ψυχράν εἰς τάς σχέσεις τῆς Ἑλλάδος καί τῆς Τουρκίας; — Ἔχω τήν ἀνώτερον γνώμην, διότι ἐν γένει τό Κρητικόν ζήτημα εἶναι ζήτημα μεταξύ Ἑλλάδος καί Δυνάμεων.	[69, 722, 301, 778]
notice-subheading: ΤΟΥ ΒΑΣΙΛ. ΥΠΟΔΗΜΑΤΟΠΟΙΕΙΟΥ	[101, 1542, 269, 1574]
paragraph: Φέρεται εἰς γνῶσιν παντός ἐνδιαφερομένου, ὅτι τό ἐν τῇ ὁδῷ Πλάκας ἐπί τῆς ὁδοῦ Κυδαθηναίων κείμενον ἰδιόκτητον ἡμῶν κατάστημα «Τίμιος Σταυρός» πωλεῖται διά κεραμοσκεπήν λόγω ἀναχωρήσεως...	[526, 937, 727, 1005]
paragraph: Ὁ ἕνας ἦτο τῆς γνώμης ὅτι μόνον διά πραξικοπημάτων σώζονται τά κράτη, ὁ ἄλλος ἦτο φιλειρηνικός. Ἐφώναζαν ὅμως καί οἱ δύο τόσον πολύ ὥστε ἠκόυσα τόν ὁποῖον χωροφύλακα νά ἐπέμβῃ.	[526, 238, 727, 295]
item-text	[526, 387, 727, 551]
paragraph: Ἀλλά κάθε μέρα ἐφέρχετο διότι ἐπίστευε ὅτι τάχα ἐπετύγχανε. — Τί συνέχεις ποῦ εἶμαι; Ξέρεις. Δέν εἶν' αὐτό τό δέμα μου... — Ἄ! πάντοτε οἱ φίλοι, ἀπό πρωΐας ἔξω... Πᾶς ἡ ἡμέρα, δέν σοῦ λέγω!	[1167, 959, 1371, 1016]
divider	[959, 330, 1155, 333]
paragraph: Εὑρέξε πρός τήν κυρίαν δε Λιρόν ή ὁποία κατέβαινεν ἀκολουθουμένη ἀπό τόν σύζυγον τῆς καί τόν ἀνδράδελφον της, τοσπιπειτατῆ καί ἐπιδεικτικωτάτη μέ τό πρόσφατον φόρεμα τό ὁποῖον ἐπῆλθεν ὑπό τήν ἐξουσίαν του...	[314, 1696, 515, 1764]
paragraph: Τήν 4 1/2 μ. μ. οἱ ἔφοροι συνελθόντες εἰς τό γραφεῖον κ. Καλαμάρα καί ἀπεφάσισαν νά παρουσιασθοῦν ἐνώπιον τοῦ Ὑπουργοῦ...	[959, 790, 1155, 836]
divider	[69, 1504, 301, 1507]
paragraph: Εὑρέξε πρός τήν κυρίαν δε Λιρόν ή ὁποία κατέβαινεν ἀκολουθουμένη ἀπό τόν σύζυγον τῆς καί τόν ἀνδράδελφον της, τοσπιπειτατῆ καί ἐπιδεικτικωτάτη μέ τό πρόσφατον φόρεμα τό ὁποῖον ἐπῆλθεν ὑπό τήν ἐξουσίαν του...	[314, 501, 515, 569]
paragraph: Οθωμανών ώς ή μόνη φυσική λύσις τοῦ Κρητικοῦ ζητήματος. Διδουσα ή Τουρκική αὐτοκρατορία ἄλλοτε αὐτοδιοίκησιν εἰς τήν Κρήτην, ἔθεσε τήν πρώτην βάσιν τῆς ἑνώσεως αὐτῆς μετά τῆς Ἑλλάδος.	[69, 97, 301, 153]
paragraph: Ὁπωσδήποτε δέν νομίζετε ὅτι, τοῦτο θέλει ἐπιφέρει ψυχράν εἰς τάς σχέσεις τῆς Ἑλλάδος καί τῆς Τουρκίας; — Ἔχω τήν ἀνώτερον γνώμην, διότι ἐν γένει τό Κρητικόν ζήτημα εἶναι ζήτημα μεταξύ Ἑλλάδος καί Δυνάμεων.	[69, 176, 301, 232]
paragraph: Εὑρέξε πρός τήν κυρίαν δε Λιρόν ή ὁποία κατέβαινεν ἀκολουθουμένη ἀπό τόν σύζυγον τῆς καί τόν ἀνδράδελφον της, τοσπιπειτατῆ καί ἐπιδεικτικωτάτη μέ τό πρόσφατον φόρεμα τό ὁποῖον ἐπῆλθεν ὑπό τήν ἐξουσίαν του...	[314, 633, 515, 702]
paragraph: Ἀλλά κάθε μέρα ἐφέρχετο διότι ἐπίστευε ὅτι τάχα ἐπετύγχανε. — Τί συνέχεις ποῦ εἶμαι; Ξέρεις. Δέν εἶν' αὐτό τό δέμα μου... — Ἄ! πάντοτε οἱ φίλοι, ἀπό πρωΐας ἔξω... Πᾶς ἡ ἡμέρα, δέν σοῦ λέγω!	[1167, 1470, 1371, 1528]
paragraph: ΛΑΡΙΣΑ, 25 Σεπτεμβρίου. — Τήν δευτέραν μ. μ. ἐρρίφθη ἡ πρώτη σκοπευτική βολή... Πρῶτος ἀγώνισμα ἱππασίας ἐτέλεσθη κατά τοῦ ὁποίου ἐνίκησε ὁ ἵππος τοῦ κ. Ζαφειρίου.	[738, 1036, 948, 1093]
paragraph: ΛΑΡΙΣΑ, 25 Σεπτεμβρίου. — Τήν δευτέραν μ. μ. ἐρρίφθη ἡ πρώτη σκοπευτική βολή... Πρῶτος ἀγώνισμα ἱππασίας ἐτέλεσθη κατά τοῦ ὁποίου ἐνίκησε ὁ ἵππος τοῦ κ. Ζαφειρίου.	[738, 794, 948, 850]
serial-number: (52)	[474, 99, 515, 120]
divider	[738, 1102, 948, 1105]
paragraph: Εὑρέξε πρός τήν κυρίαν δε Λιρόν ή ὁποία κατέβαινεν ἀκολουθουμένη ἀπό τόν σύζυγον τῆς καί τόν ἀνδράδελφον της, τοσπιπειτατῆ καί ἐπιδεικτικωτάτη μέ τό πρόσφατον φόρεμα τό ὁποῖον ἐπῆλθεν ὑπό τήν ἐξουσίαν του...	[314, 1032, 515, 1100]
paragraph: Εὑρέξε πρός τήν κυρίαν δε Λιρόν ή ὁποία κατέβαινεν ἀκολουθουμένη ἀπό τόν σύζυγον τῆς καί τόν ἀνδράδελφον της, τοσπιπειτατῆ καί ἐπιδεικτικωτάτη μέ τό πρόσφατον φόρεμα τό ὁποῖον ἐπῆλθεν ὑπό τήν ἐξουσίαν του...	[314, 1563, 515, 1632]
fashion-ad: JUPONS RICHES CONFECTIONNÉS A PARIS. VENDUS PAR LA MAISON «CORSETS-ÉLÉGANTS», 24, RUE PHILHELLENES, ATHÈNES	[526, 1322, 727, 1374]
paragraph: — Ὄχι εἶπεν ἡ Πούλα βιαστικά. Ἡ Ἀδρία πηγαίνει καί πρέπει νά τήν ἀκολουθήσω... — Ναί, πηγαίνετε... Καί δέν θά παρουσιασθῆ καθόλου; — Καί δέν θά παρουσιασθῆ καθόλου...	[314, 2034, 515, 2091]
paragraph: Μέγα ζήτημα δημιουργεῖται τώρα εἰς τό Παρίσι μέ τά μεγάλα καπέλλα τῆς μόδας. Ποῦ θά τοποθετοῦνται διά νά παίζη νά προσθέτουν εἰς τό θέατρον;	[526, 631, 727, 677]
paragraph: — Ὄχι εἶπεν ἡ Πούλα βιαστικά. Ἡ Ἀδρία πηγαίνει καί πρέπει νά τήν ἀκολουθήσω... — Ναί, πηγαίνετε... Καί δέν θά παρουσιασθῆ καθόλου; — Καί δέν θά παρουσιασθῆ καθόλου...	[314, 1104, 515, 1161]
notice-signature: Β. Καλούτσης καί Υἱός	[566, 1093, 687, 1104]
paragraph: Οἱ εἰς τό διάφορα κέντρα ὑπηρετοῦντες ἔφοροι, παρουσιασθέντες χθές εἰς τό Ὑπουργεῖον ἐπεβάρυναν ἀνησυχίας διά τήν ἀπόλυσιν των.	[959, 565, 1155, 611]
paragraph: Εὑρέξε πρός τήν κυρίαν δε Λιρόν ή ὁποία κατέβαινεν ἀκολουθουμένη ἀπό τόν σύζυγον τῆς καί τόν ἀνδράδελφον της, τοσπιπειτατῆ καί ἐπιδεικτικωτάτη μέ τό πρόσφατον φόρεμα τό ὁποῖον ἐπῆλθεν ὑπό τήν ἐξουσίαν του...	[314, 2492, 515, 2560]
divider	[526, 1311, 727, 1314]
paragraph: Ἐκοίταξε τήν φίλην, τήν ἔλαβε, τήν ἐκάνευε, ἔχει νά φαίνεται, ἀνεβέλλη.. — Μή ἀνησυχῆς ! Δέν θά μᾶς κάμῃ κακό! Ἐπιστρέψας στήν φύσιν του ἐσυμμόρφωσε τό ἐπιφανεῖον τῆς πόλεως...	[1167, 899, 1371, 956]
paragraph: παρουσιάστηκαν Ο., Περίδου Α., Περλεγγή Φ., Φωτιάδου Ευ., Τσίγκου Ε., Τσίκου Γ., Ριζάρου Άρ., Ρούσσου Μ., Σακελλαρίου Α., Σακελλαρίου Αλ.	[1167, 146, 1371, 191]
divider	[738, 685, 948, 687]
paragraph: Φέρω εἰς γνῶσιν τῆς ἀξιοτίμου πελατείας μου ὅτι εἰς τό ἐπί τῆς ὁδοῦ Ἱπποκράτους ἀρ. 29 ἐργοστάσιον ἐπιπλοποιΐας μου κατασκευάζονται καί πωλοῦνται μετά μεγάλης παρακαταθήκης ἔπιπλα.	[526, 1218, 727, 1287]
paragraph: Ἀλλά κάθε μέρα ἐφέρχετο διότι ἐπίστευε ὅτι τάχα ἐπετύγχανε. — Τί συνέχεις ποῦ εἶμαι; Ξέρεις. Δέν εἶν' αὐτό τό δέμα μου... — Ἄ! πάντοτε οἱ φίλοι, ἀπό πρωΐας ἔξω... Πᾶς ἡ ἡμέρα, δέν σοῦ λέγω!	[1167, 1130, 1371, 1187]
section-heading: ΟΙ ΙΠΠΙΚΟΙ ΑΓΩΝΕΣ	[758, 694, 928, 716]
divider	[1167, 447, 1371, 450]
paragraph: — Ὄχι, δέν εἶμαι... Ἀλλ' ἡ ζωή μας ἡ συνήθεια, δέν τήν φοβοῦμαι... Δέν ἔχω ἀνάγκην ἀπό τόν ἐξευτελισμόν... Ὥ! πάντοτε οἱ μικροί ἄνθρωποι τῆς πόλεως...	[1167, 1531, 1371, 1577]
article-text	[69, 176, 301, 1022]
ad-address: 72 ΟΔΟΣ ΑΙΟΛΟΥ	[536, 801, 716, 827]
paragraph: ΛΑΡΙΣΑ, 25 Σεπτεμβρίου. — Τήν δευτέραν μ. μ. ἐρρίφθη ἡ πρώτη σκοπευτική βολή... Πρῶτος ἀγώνισμα ἱππασίας ἐτέλεσθη κατά τοῦ ὁποίου ἐνίκησε ὁ ἵππος τοῦ κ. Ζαφειρίου.	[738, 854, 948, 911]
serial-author: ΛΕΟΝΤΟΣ ΜΑΛΙΣΕ	[1214, 457, 1324, 470]
paragraph: Φέρομεν εἰς γνῶσιν τῆς πελατείας μας ὅτι παρελάβομεν τάς χειμερινάς μας προμηθείας σεβρώ, λουστρίνι, καλφόδερματα, βακέτας, λουστρίνια, veloutes καί πᾶσαν ἄλλην ποικιλίαν. Τιμαί λογικαί.	[69, 1605, 301, 1688]
divider	[959, 944, 1155, 946]
column-divider	[520, 97, 521, 1943]
paragraph: — Ὄχι εἶπεν ἡ Πούλα βιαστικά. Ἡ Ἀδρία πηγαίνει καί πρέπει νά τήν ἀκολουθήσω... — Ναί, πηγαίνετε... Καί δέν θά παρουσιασθῆ καθόλου; — Καί δέν θά παρουσιασθῆ καθόλου...	[314, 1768, 515, 1825]
notice-heading: ΕΙΔΟΠΟΙΗΣΙΣ	[569, 1122, 683, 1144]
paragraph: Ὁπωσδήποτε δέν νομίζετε ὅτι, τοῦτο θέλει ἐπιφέρει ψυχράν εἰς τάς σχέσεις τῆς Ἑλλάδος καί τῆς Τουρκίας; — Ἔχω τήν ἀνώτερον γνώμην, διότι ἐν γένει τό Κρητικόν ζήτημα εἶναι ζήτημα μεταξύ Ἑλλάδος καί Δυνάμεων.	[69, 297, 301, 354]
paragraph: — Ὄχι εἶπεν ἡ Πούλα βιαστικά. Ἡ Ἀδρία πηγαίνει καί πρέπει νά τήν ἀκολουθήσω... — Ναί, πηγαίνετε... Καί δέν θά παρουσιασθῆ καθόλου; — Καί δέν θά παρουσιασθῆ καθόλου...	[314, 1635, 515, 1692]
paragraph: Εὑρέξε πρός τήν κυρίαν δε Λιρόν ή ὁποία κατέβαινεν ἀκολουθουμένη ἀπό τόν σύζυγον τῆς καί τόν ἀνδράδελφον της, τοσπιπειτατῆ καί ἐπιδεικτικωτάτη μέ τό πρόσφατον φόρεμα τό ὁποῖον ἐπῆλθεν ὑπό τήν ἐξουσίαν του...	[314, 1297, 515, 1366]
news-heading: ΕΙΔΗΣΕΙΣ ΤΗΣ ΗΜΕΡΑΣ	[738, 102, 948, 220]
paragraph: Ἄλλοι ἔχουν τόνομα κάθλοι τήν γάτα. Ἡ ζιχλιοτεχνία συνήθως ἀναζητεῖται τίς τό ἔργο τῶν ἀσχολουμένων μέ τά γραμματικήν. Ἀλλά φαίνεται ὅτι ἀσφαλέστερον καί ἀφελκυσόμεθα εὑρίσκεται εἰς τάς μερικάς καί τάς σκέψεις τῆς στρατιωτικῆς λογικῆς.	[526, 387, 727, 467]
item-heading: ΤΟ ΠΡΑΞΙΚΟΠΗΜΑ	[526, 222, 632, 234]
section-heading: ΑΙ ΕΛΛΗΝ. ΕΦΗΜΕΡΙΔΕΣ ΚΩΝΣΤΑΝΤΙΝΟΥΠΟΛΕΩΣ	[758, 477, 928, 509]
paragraph: Ἀλλά κάθε μέρα ἐφέρχετο διότι ἐπίστευε ὅτι τάχα ἐπετύγχανε. — Τί συνέχεις ποῦ εἶμαι; Ξέρεις. Δέν εἶν' αὐτό τό δέμα μου... — Ἄ! πάντοτε οἱ φίλοι, ἀπό πρωΐας ἔξω... Πᾶς ἡ ἡμέρα, δέν σοῦ λέγω!	[1167, 1301, 1371, 1357]
paragraph: Τήν 4 1/2 μ. μ. οἱ ἔφοροι συνελθόντες εἰς τό γραφεῖον κ. Καλαμάρα καί ἀπεφάσισαν νά παρουσιασθοῦν ἐνώπιον τοῦ Ὑπουργοῦ...	[959, 840, 1155, 886]
notice-date: Ἐν Χανίοις 18/1 Ὀκτωβρίου 1908.	[547, 1081, 706, 1093]
paragraph: Εὑρέξε πρός τήν κυρίαν δε Λιρόν ή ὁποία κατέβαινεν ἀκολουθουμένη ἀπό τόν σύζυγον τῆς καί τόν ἀνδράδελφον της, τοσπιπειτατῆ καί ἐπιδεικτικωτάτη μέ τό πρόσφατον φόρεμα τό ὁποῖον ἐπῆλθεν ὑπό τήν ἐξουσίαν του...	[314, 2227, 515, 2295]
paragraph: Ἀλλά κάθε μέρα ἐφέρχετο διότι ἐπίστευε ὅτι τάχα ἐπετύγχανε. — Τί συνέχεις ποῦ εἶμαι; Ξέρεις. Δέν εἶν' αὐτό τό δέμα μου... — Ἄ! πάντοτε οἱ φίλοι, ἀπό πρωΐας ἔξω... Πᾶς ἡ ἡμέρα, δέν σοῦ λέγω!	[1167, 1812, 1371, 1869]
paragraph: Ἐκομίσθησαν χιλιάδες κόστουμ Σκωτίας καί Ἀγγλίας εἰς μεγάλην ποικιλίαν σχεδίων καί χρωμάτων καί μέ μονάδικόν γοῦστο. Τιμαί ὡρισμέναι.	[526, 829, 727, 894]
divider	[526, 775, 727, 777]
serial-author: GYP	[393, 99, 435, 120]
serial-text	[314, 236, 515, 2561]
paragraph: Τήν 4 1/2 μ. μ. οἱ ἔφοροι συνελθόντες εἰς τό γραφεῖον κ. Καλαμάρα καί ἀπεφάσισαν νά παρουσιασθοῦν ἐνώπιον τοῦ Ὑπουργοῦ...	[959, 889, 1155, 934]
paragraph: Ἀλλά κάθε μέρα ἐφέρχετο διότι ἐπίστευε ὅτι τάχα ἐπετύγχανε. — Τί συνέχεις ποῦ εἶμαι; Ξέρεις. Δέν εἶν' αὐτό τό δέμα μου... — Ἄ! πάντοτε οἱ φίλοι, ἀπό πρωΐας ἔξω... Πᾶς ἡ ἡμέρα, δέν σοῦ λέγω!	[1167, 1641, 1371, 1698]
paragraph: Ἐκοίταξε τήν φίλην, τήν ἔλαβε, τήν ἐκάνευε, ἔχει νά φαίνεται, ἀνεβέλλη.. — Μή ἀνησυχῆς ! Δέν θά μᾶς κάμῃ κακό! Ἐπιστρέψας στήν φύσιν του ἐσυμμόρφωσε τό ἐπιφανεῖον τῆς πόλεως...	[1167, 557, 1371, 614]
paragraph: ΚΩΝ)ΠΟΛΙΣ, 25 Σεπτεμβρίου. — Φήμη κυκλοφορεῖ μετ' ἐπιμονῆς ὅτι κατά τήν προχθεσινήν νύκτα τό Ὑπουργικόν Συμβούλιον ἀπεφάσισε πράγματι μερικήν κινητοποίησιν καί ὅτι ὁ Ἰράδες ὁ ἐγκρίνων τήν ἀπόφασιν ταύτην ἀνεμένετο χθές τό ἑσπέρας.	[959, 230, 1155, 321]
paragraph: ΛΑΡΙΣΑ, 25 Σεπτεμβρίου. — Τήν δευτέραν μ. μ. ἐρρίφθη ἡ πρώτη σκοπευτική βολή... Πρῶτος ἀγώνισμα ἱππασίας ἐτέλεσθη κατά τοῦ ὁποίου ἐνίκησε ὁ ἵππος τοῦ κ. Ζαφειρίου.	[738, 976, 948, 1032]
paragraph: — Ὄχι εἶπεν ἡ Πούλα βιαστικά. Ἡ Ἀδρία πηγαίνει καί πρέπει νά τήν ἀκολουθήσω... — Ναί, πηγαίνετε... Καί δέν θά παρουσιασθῆ καθόλου; — Καί δέν θά παρουσιασθῆ καθόλου...	[314, 2166, 515, 2223]
paragraph: Ὁπωσδήποτε δέν νομίζετε ὅτι, τοῦτο θέλει ἐπιφέρει ψυχράν εἰς τάς σχέσεις τῆς Ἑλλάδος καί τῆς Τουρκίας; — Ἔχω τήν ἀνώτερον γνώμην, διότι ἐν γένει τό Κρητικόν ζήτημα εἶναι ζήτημα μεταξύ Ἑλλάδος καί Δυνάμεων.	[69, 540, 301, 596]
serial-end: (Ἀκολουθεῖ)	[385, 2565, 444, 2576]
notice-text	[69, 1606, 301, 1689]
feature-heading: ΤΗΣ ΗΜΕΡΑΣ	[526, 185, 727, 217]
section-heading: ΑΙ ΣΧΕΣΕΙΣ ΜΕ ΤΗΝ ΤΟΥΡΚΙΑΝ	[99, 159, 272, 172]
paragraph: Μέγα ζήτημα δημιουργεῖται τώρα εἰς τό Παρίσι μέ τά μεγάλα καπέλλα τῆς μόδας. Ποῦ θά τοποθετοῦνται διά νά παίζη νά προσθέτουν εἰς τό θέατρον;	[526, 582, 727, 627]
paragraph: Ὁπωσδήποτε δέν νομίζετε ὅτι, τοῦτο θέλει ἐπιφέρει ψυχράν εἰς τάς σχέσεις τῆς Ἑλλάδος καί τῆς Τουρκίας; — Ἔχω τήν ἀνώτερον γνώμην, διότι ἐν γένει τό Κρητικόν ζήτημα εἶναι ζήτημα μεταξύ Ἑλλάδος καί Δυνάμεων.	[69, 600, 301, 657]
paragraph: Τήν 4 1/2 μ. μ. οἱ ἔφοροι συνελθόντες εἰς τό γραφεῖον κ. Καλαμάρα καί ἀπεφάσισαν νά παρουσιασθοῦν ἐνώπιον τοῦ Ὑπουργοῦ...	[959, 741, 1155, 787]
paragraph: Εὑρέξε πρός τήν κυρίαν δε Λιρόν ή ὁποία κατέβαινεν ἀκολουθουμένη ἀπό τόν σύζυγον τῆς καί τόν ἀνδράδελφον της, τοσπιπειτατῆ καί ἐπιδεικτικωτάτη μέ τό πρόσφατον φόρεμα τό ὁποῖον ἐπῆλθεν ὑπό τήν ἐξουσίαν του...	[314, 2359, 515, 2428]
paragraph: Ὁ συλληφθείς χθές Χαράλαμπος Καραταράκης ἐκ Σητείας, ὑπάλληλος τοῦ κ. Χρυσοσπάθη ἀποσταλείς εἰς τήν Εἰσαγγελικήν ἀρχήν...	[738, 1466, 948, 1511]
paragraph: Ἐκοίταξε τήν φίλην, τήν ἔλαβε, τήν ἐκάνευε, ἔχει νά φαίνεται, ἀνεβέλλη.. — Μή ἀνησυχῆς ! Δέν θά μᾶς κάμῃ κακό! Ἐπιστρέψας στήν φύσιν του ἐσυμμόρφωσε τό ἐπιφανεῖον τῆς πόλεως...	[1167, 1751, 1371, 1808]
paragraph: Χθές ἐκυκλοφόρησεν ἐπιμόνως ἡ φήμη ὅτι διατάγη τοῦ Διαδόχου τοῦ ἑλληνικοῦ θρόνου κατά τῶν βουλευτῶν τοῦ στρατιωτικοῦ κινήματος...	[738, 281, 948, 338]
paragraph: Ὁπωσδήποτε δέν νομίζετε ὅτι, τοῦτο θέλει ἐπιφέρει ψυχράν εἰς τάς σχέσεις τῆς Ἑλλάδος καί τῆς Τουρκίας; — Ἔχω τήν ἀνώτερον γνώμην, διότι ἐν γένει τό Κρητικόν ζήτημα εἶναι ζήτημα μεταξύ Ἑλλάδος καί Δυνάμεων.	[69, 782, 301, 839]
paragraph: Χθές ἐκυκλοφόρησεν ἐπιμόνως ἡ φήμη ὅτι διατάγη τοῦ Διαδόχου τοῦ ἑλληνικοῦ θρόνου κατά τῶν βουλευτῶν τοῦ στρατιωτικοῦ κινήματος...	[738, 402, 948, 459]
divider	[959, 487, 1155, 490]
paragraph: — Ὄχι, δέν εἶμαι... Ἀλλ' ἡ ζωή μας ἡ συνήθεια, δέν τήν φοβοῦμαι... Δέν ἔχω ἀνάγκην ἀπό τόν ἐξευτελισμόν... Ὥ! πάντοτε οἱ μικροί ἄνθρωποι τῆς πόλεως...	[1167, 1702, 1371, 1748]
paragraph: Οἱ τεχνῖται τοῦ μηχανουργείου ΣΠΑΠ ἀπεφάσισαν νά συνεχίσουν καί πάλιν τήν ἀπεργίαν των καθ' ὅσον ἕως σήμερον δέν εἰσηκούσθησαν τά αἰτήματά των.	[738, 1165, 948, 1210]
paragraph: Ὁπωσδήποτε δέν νομίζετε ὅτι, τοῦτο θέλει ἐπιφέρει ψυχράν εἰς τάς σχέσεις τῆς Ἑλλάδος καί τῆς Τουρκίας; — Ἔχω τήν ἀνώτερον γνώμην, διότι ἐν γένει τό Κρητικόν ζήτημα εἶναι ζήτημα μεταξύ Ἑλλάδος καί Δυνάμεων.	[69, 904, 301, 961]
paragraph: παρουσιάστηκαν Ο., Περίδου Α., Περλεγγή Φ., Φωτιάδου Ευ., Τσίγκου Ε., Τσίκου Γ., Ριζάρου Άρ., Ρούσσου Μ., Σακελλαρίου Α., Σακελλαρίου Αλ.	[1167, 392, 1371, 438]
paragraph: παρουσιάστηκαν Ο., Περίδου Α., Περλεγγή Φ., Φωτιάδου Ευ., Τσίγκου Ε., Τσίκου Γ., Ριζάρου Άρ., Ρούσσου Μ., Σακελλαρίου Α., Σακελλαρίου Αλ.	[959, 1317, 1155, 1362]
paragraph: παρουσιάστηκαν Ο., Περίδου Α., Περλεγγή Φ., Φωτιάδου Ευ., Τσίγκου Ε., Τσίκου Γ., Ριζάρου Άρ., Ρούσσου Μ., Σακελλαρίου Α., Σακελλαρίου Αλ.	[959, 1366, 1155, 1411]
item-text	[526, 709, 727, 766]
paragraph: παρουσιάστηκαν Ο., Περίδου Α., Περλεγγή Φ., Φωτιάδου Ευ., Τσίγκου Ε., Τσίκου Γ., Ριζάρου Άρ., Ρούσσου Μ., Σακελλαρίου Α., Σακελλαρίου Αλ.	[959, 1070, 1155, 1116]
paragraph: Μετετέθη ὁ τηλεγραφικός ἐπιθεωρητής Ἐλ. Κορυτήνης εἰς τήν θέσιν τοῦ ἐπιθεωρητοῦ καί ὁ τηλεγραφητής Λ. Γεωργακόπουλος εἰς τήν Λάρισαν.	[738, 1670, 948, 1716]
section-heading: ΑΙ ΑΠΟΛΥΣΕΙΣ ΤΩΝ ΕΦΟΡΩΝ	[962, 497, 1151, 511]
paragraph: περιέπεσεν ἐνδεχομένου πολέμου κατά τῆς Βουλγαρίας.	[959, 146, 1155, 168]
paragraph: Εὑρέξε πρός τήν κυρίαν δε Λιρόν ή ὁποία κατέβαινεν ἀκολουθουμένη ἀπό τόν σύζυγον τῆς καί τόν ἀνδράδελφον της, τοσπιπειτατῆ καί ἐπιδεικτικωτάτη μέ τό πρόσφατον φόρεμα τό ὁποῖον ἐπῆλθεν ὑπό τήν ἐξουσίαν του...	[314, 766, 515, 834]
paragraph: ΒΙΕΝΝΗ, 25 Σεπτεμβρίου. — Ἐπιστέλλουσιν ἐκ Κωνσταντινουπόλεως ὅτι αἱ ἐλληνικαί ἐφημερίδες Κωνσταντινουπόλεως τηροῦν σιωπήν καί ἀποφεύγουσι πᾶσαν ἀνάμιξιν εἰς τάς ἐσωτερικάς τῆς Ἑλλάδος ὑποθέσεις.	[738, 595, 948, 675]
paragraph: — Ὄχι εἶπεν ἡ Πούλα βιαστικά. Ἡ Ἀδρία πηγαίνει καί πρέπει νά τήν ἀκολουθήσω... — Ναί, πηγαίνετε... Καί δέν θά παρουσιασθῆ καθόλου; — Καί δέν θά παρουσιασθῆ καθόλου...	[314, 573, 515, 630]
